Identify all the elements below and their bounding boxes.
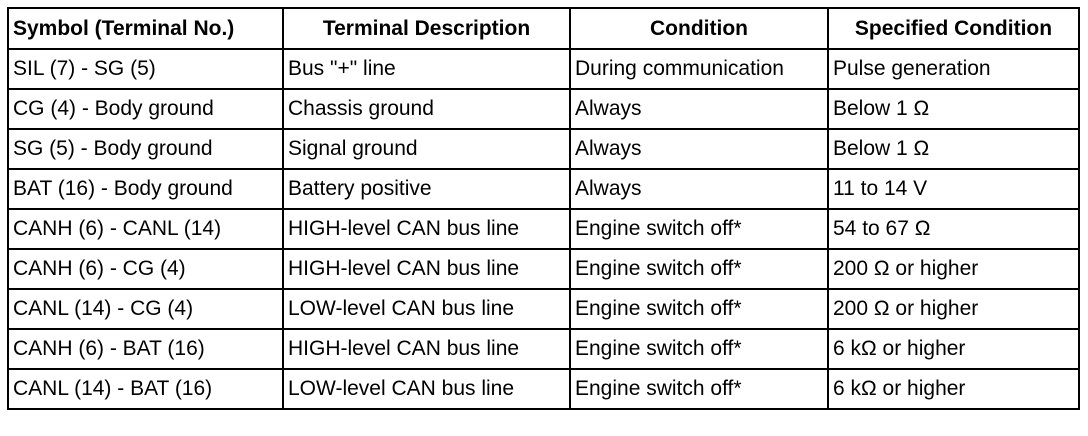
- cell-specified-condition: 11 to 14 V: [828, 169, 1079, 209]
- cell-condition: Engine switch off*: [570, 369, 828, 409]
- terminal-table-container: [7, 7, 1080, 410]
- cell-specified-condition: 200 Ω or higher: [828, 289, 1079, 329]
- table-row: [8, 289, 1079, 329]
- cell-specified-condition: 54 to 67 Ω: [828, 209, 1079, 249]
- table-row: [8, 209, 1079, 249]
- cell-symbol: CANL (14) - BAT (16): [8, 369, 283, 409]
- table-row: [8, 169, 1079, 209]
- cell-condition: Engine switch off*: [570, 289, 828, 329]
- cell-description: HIGH-level CAN bus line: [283, 249, 570, 289]
- table-row: [8, 49, 1079, 89]
- header-row: [8, 8, 1079, 49]
- cell-specified-condition: Below 1 Ω: [828, 129, 1079, 169]
- cell-symbol: CANH (6) - BAT (16): [8, 329, 283, 369]
- table-row: [8, 129, 1079, 169]
- cell-symbol: SIL (7) - SG (5): [8, 49, 283, 89]
- cell-description: Bus "+" line: [283, 49, 570, 89]
- header-symbol: Symbol (Terminal No.): [8, 8, 283, 49]
- cell-condition: Engine switch off*: [570, 209, 828, 249]
- cell-symbol: CANL (14) - CG (4): [8, 289, 283, 329]
- cell-condition: Always: [570, 169, 828, 209]
- table-row: [8, 369, 1079, 409]
- cell-description: Signal ground: [283, 129, 570, 169]
- cell-symbol: CANH (6) - CG (4): [8, 249, 283, 289]
- cell-symbol: CG (4) - Body ground: [8, 89, 283, 129]
- cell-description: LOW-level CAN bus line: [283, 289, 570, 329]
- terminal-spec-table: [7, 7, 1080, 410]
- cell-description: LOW-level CAN bus line: [283, 369, 570, 409]
- cell-condition: During communication: [570, 49, 828, 89]
- cell-condition: Engine switch off*: [570, 249, 828, 289]
- cell-description: HIGH-level CAN bus line: [283, 329, 570, 369]
- cell-symbol: CANH (6) - CANL (14): [8, 209, 283, 249]
- cell-condition: Always: [570, 89, 828, 129]
- table-row: [8, 249, 1079, 289]
- header-terminal-description: Terminal Description: [283, 8, 570, 49]
- table-row: [8, 89, 1079, 129]
- cell-symbol: BAT (16) - Body ground: [8, 169, 283, 209]
- cell-specified-condition: 6 kΩ or higher: [828, 369, 1079, 409]
- cell-specified-condition: 6 kΩ or higher: [828, 329, 1079, 369]
- cell-condition: Always: [570, 129, 828, 169]
- header-specified-condition: Specified Condition: [828, 8, 1079, 49]
- cell-symbol: SG (5) - Body ground: [8, 129, 283, 169]
- cell-specified-condition: 200 Ω or higher: [828, 249, 1079, 289]
- cell-specified-condition: Below 1 Ω: [828, 89, 1079, 129]
- header-condition: Condition: [570, 8, 828, 49]
- cell-description: Chassis ground: [283, 89, 570, 129]
- cell-description: HIGH-level CAN bus line: [283, 209, 570, 249]
- cell-description: Battery positive: [283, 169, 570, 209]
- cell-condition: Engine switch off*: [570, 329, 828, 369]
- table-row: [8, 329, 1079, 369]
- cell-specified-condition: Pulse generation: [828, 49, 1079, 89]
